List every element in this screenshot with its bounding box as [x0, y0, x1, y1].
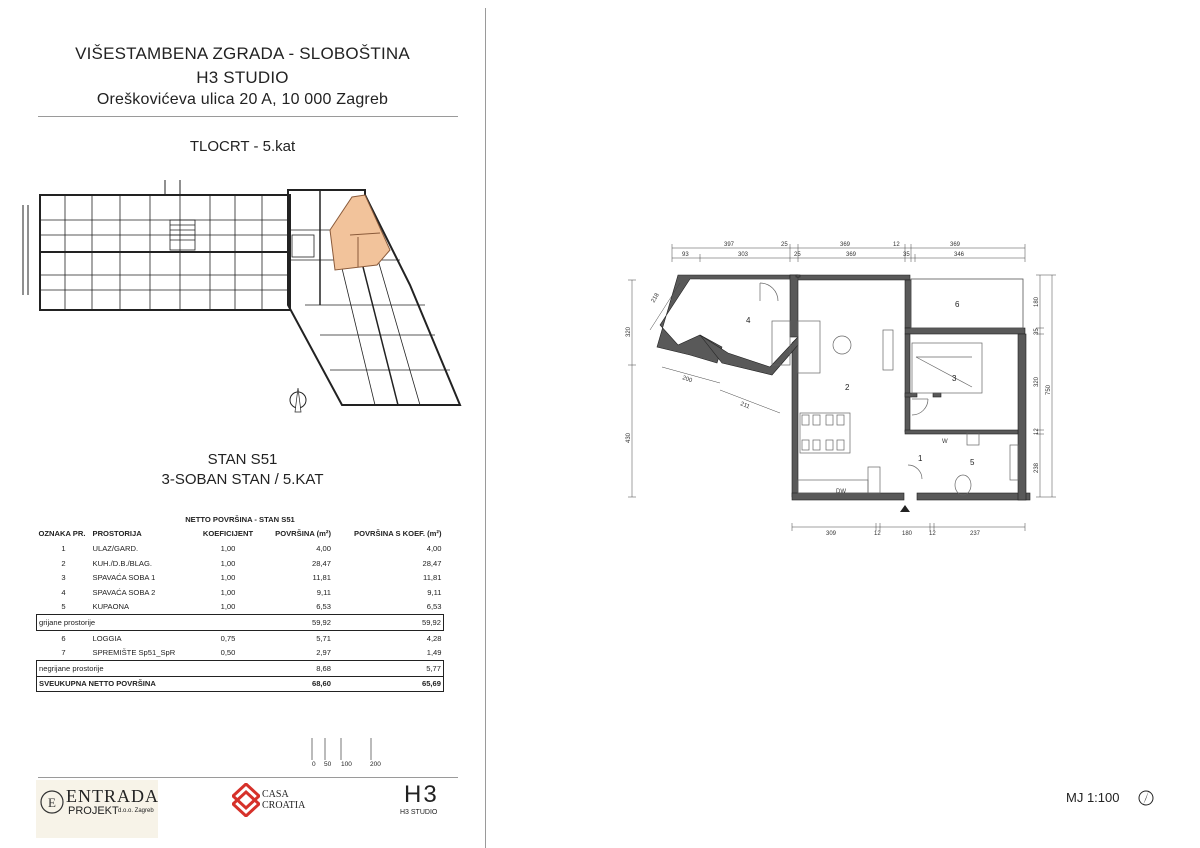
h3-studio-logo: H3 H3 STUDIO: [400, 781, 439, 816]
studio-name: H3 STUDIO: [196, 68, 289, 87]
floor-title: TLOCRT - 5.kat: [189, 138, 296, 155]
table-row: 2 KUH./D.B./BLAG. 1,00 28,47 28,47: [61, 558, 442, 568]
col-header: POVRŠINA S KOEF. (m²): [354, 529, 442, 539]
table-row: 3 SPAVAĆA SOBA 1 1,00 11,81 11,81: [61, 573, 442, 583]
dim-label: 35: [903, 252, 910, 258]
project-address: Oreškovićeva ulica 20 A, 10 000 Zagreb: [96, 91, 389, 108]
dim-label: 12: [874, 531, 881, 537]
room-label-1: 1: [918, 454, 923, 463]
casa-croatia-logo: CASA CROATIA: [232, 783, 322, 817]
dim-label: 238: [1034, 462, 1040, 473]
key-plan: [20, 175, 470, 415]
grand-total-row: SVEUKUPNA NETTO POVRŠINA 68,60 65,69: [37, 676, 444, 692]
dim-label: 12: [929, 531, 936, 537]
apartment-name: STAN S51: [207, 451, 278, 468]
table-row: 4 SPAVAĆA SOBA 2 1,00 9,11 9,11: [61, 587, 442, 597]
entrada-emblem-icon: [38, 788, 66, 816]
dim-label: 180: [1034, 296, 1040, 307]
dim-label: 218: [650, 292, 661, 304]
dim-label: 12: [893, 242, 900, 248]
col-header: PROSTORIJA: [92, 529, 142, 539]
entrada-logo: E ENTRADA PROJEKT d.o.o. Zagreb: [36, 780, 158, 838]
dim-label: 430: [626, 432, 632, 443]
dim-label: 180: [902, 531, 913, 537]
room-label-3: 3: [952, 374, 957, 383]
dim-label: 200: [681, 375, 693, 385]
apartment-plan: [620, 235, 1060, 545]
area-table: [36, 512, 444, 692]
heated-total-row: grijane prostorije 59,92 59,92: [37, 615, 444, 631]
dim-label: 369: [846, 252, 857, 258]
room-label-4: 4: [746, 316, 751, 325]
table-row: 5 KUPAONA 1,00 6,53 6,53: [61, 602, 442, 612]
dim-label: 25: [794, 252, 801, 258]
dim-label: 35: [1034, 328, 1040, 335]
col-header: KOEFICIJENT: [202, 529, 254, 539]
dim-label: 369: [840, 242, 851, 248]
table-row: 1 ULAZ/GARD. 1,00 4,00 4,00: [61, 543, 442, 553]
room-label-2: 2: [845, 383, 850, 392]
casa-croatia-emblem-icon: [232, 783, 260, 817]
room-label-6: 6: [955, 300, 960, 309]
col-header: OZNAKA PR.: [38, 529, 86, 539]
dim-label: 750: [1046, 384, 1052, 395]
dim-label: 303: [738, 252, 749, 258]
scale-label: 200: [370, 761, 381, 768]
dim-label: 309: [826, 531, 837, 537]
svg-text:E: E: [48, 795, 56, 810]
dim-label: 237: [970, 531, 981, 537]
dishwasher-label: DW: [836, 489, 846, 495]
col-header: POVRŠINA (m²): [275, 529, 331, 539]
header-divider: [38, 116, 458, 117]
dim-label: 369: [950, 242, 961, 248]
apartment-type: 3-SOBAN STAN / 5.KAT: [161, 471, 324, 488]
area-table-title: NETTO POVRŠINA - STAN S51: [185, 514, 295, 524]
project-title: VIŠESTAMBENA ZGRADA - SLOBOŠTINA: [75, 44, 410, 63]
table-row: 6 LOGGIA 0,75 5,71 4,28: [61, 633, 442, 643]
north-arrow-icon: [1136, 788, 1156, 808]
room-label-5: 5: [970, 458, 975, 467]
scale-label: 50: [324, 761, 332, 768]
table-row: 7 SPREMIŠTE Sp51_SpR 0,50 2,97 1,49: [61, 648, 442, 658]
dim-label: 211: [739, 401, 751, 411]
scale-bar: [305, 738, 395, 762]
scale-text: MJ 1:100: [1066, 790, 1120, 805]
unheated-total-row: negrijane prostorije 8,68 5,77: [37, 660, 444, 676]
scale-label: 0: [312, 761, 316, 768]
sheet-divider: [485, 8, 486, 848]
dim-label: 320: [1034, 376, 1040, 387]
dim-label: 12: [1034, 428, 1040, 435]
dim-label: 93: [682, 252, 689, 258]
washer-label: W: [942, 439, 948, 445]
footer-divider: [38, 777, 458, 778]
dim-label: 397: [724, 242, 735, 248]
dim-label: 25: [781, 242, 788, 248]
scale-label: 100: [341, 761, 352, 768]
entrance-arrow-icon: [900, 505, 910, 512]
dim-label: 320: [626, 326, 632, 337]
dim-label: 346: [954, 252, 965, 258]
